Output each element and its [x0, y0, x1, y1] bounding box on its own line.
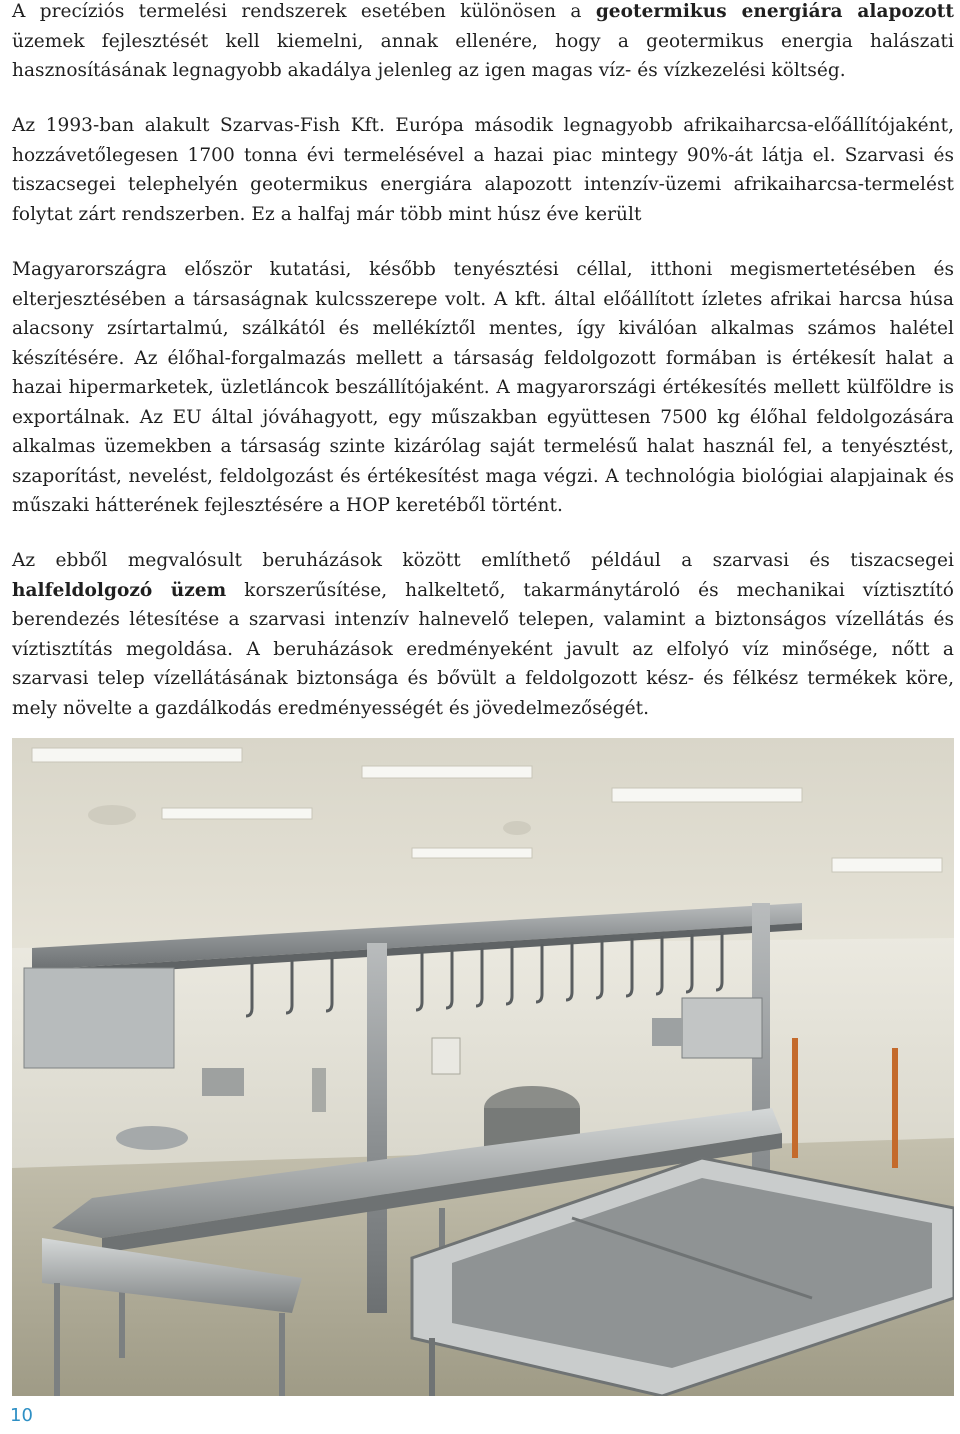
paragraph-text: korszerűsítése, halkeltető, takarmánytároló és mechanikai víztisztító berendezés létesítése a szarvasi intenzív halnevelő telepen, valamint a biztonságos vízellátás és víztisztítás megoldása. A beruházások eredményeként javult az elfolyó víz minősége, nőtt a szarvasi telep vízellátásának biztonsága és bővült a feldolgozott kész- és félkész termékek köre, mely növelte a gazdálkodás eredményességét és jövedelmezőségét.: [12, 579, 954, 719]
processing-plant-illustration: [12, 738, 954, 1396]
paragraph-text: üzemek fejlesztését kell kiemelni, annak ellenére, hogy a geotermikus energia halászati hasznosításának legnagyobb akadálya jelenleg az igen magas víz- és vízkezelési költség.: [12, 30, 954, 81]
paragraph-company-activity: [12, 255, 954, 521]
page-number: 10: [10, 1405, 33, 1426]
processing-plant-photo: [12, 738, 954, 1396]
paragraph-text: Az ebből megvalósult beruházások között említhető például a szarvasi és tiszacsegei: [12, 550, 954, 571]
bold-phrase: geotermikus energiára alapozott: [595, 1, 954, 22]
paragraph-text: Magyarországra először kutatási, később tenyésztési céllal, itthoni megismertetésében és elterjesztésében a társaságnak kulcsszerepe volt. A kft. által előállított ízletes afrikai harcsa húsa alacsony zsírtartalmú, szálkától és mellékíztől mentes, így kiválóan alkalmas számos halétel készítésére. Az élőhal-forgalmazás mellett a társaság feldolgozott formában is értékesít halat a hazai hipermarketek, üzletláncok beszállítójaként. A magyarországi értékesítés mellett külföldre is exportálnak. Az EU által jóváhagyott, egy műszakban együttesen 7500 kg élőhal feldolgozására alkalmas üzemekben a társaság szinte kizárólag saját termelésű halat használ fel, a tenyésztést, szaporítást, nevelést, feldolgozást és értékesítést maga végzi. A technológia biológiai alapjainak és műszaki hátterének fejlesztésére a HOP keretéből történt.: [12, 259, 954, 516]
bold-phrase: halfeldolgozó üzem: [12, 579, 227, 601]
paragraph-investments: [12, 546, 954, 723]
paragraph-szarvas-fish: [12, 111, 954, 229]
paragraph-text: A precíziós termelési rendszerek esetében különösen a: [12, 1, 596, 22]
paragraph-geothermal-intro: [12, 0, 954, 86]
paragraph-text: Az 1993-ban alakult Szarvas-Fish Kft. Európa második legnagyobb afrikaiharcsa-előállítójaként, hozzávetőlegesen 1700 tonna évi termelésével a hazai piac mintegy 90%-át látja el. Szarvasi és tiszacsegei telephelyén geotermikus energiára alapozott intenzív-üzemi afrikaiharcsa-termelést folytat zárt rendszerben. Ez a halfaj már több mint húsz éve került: [12, 115, 954, 225]
